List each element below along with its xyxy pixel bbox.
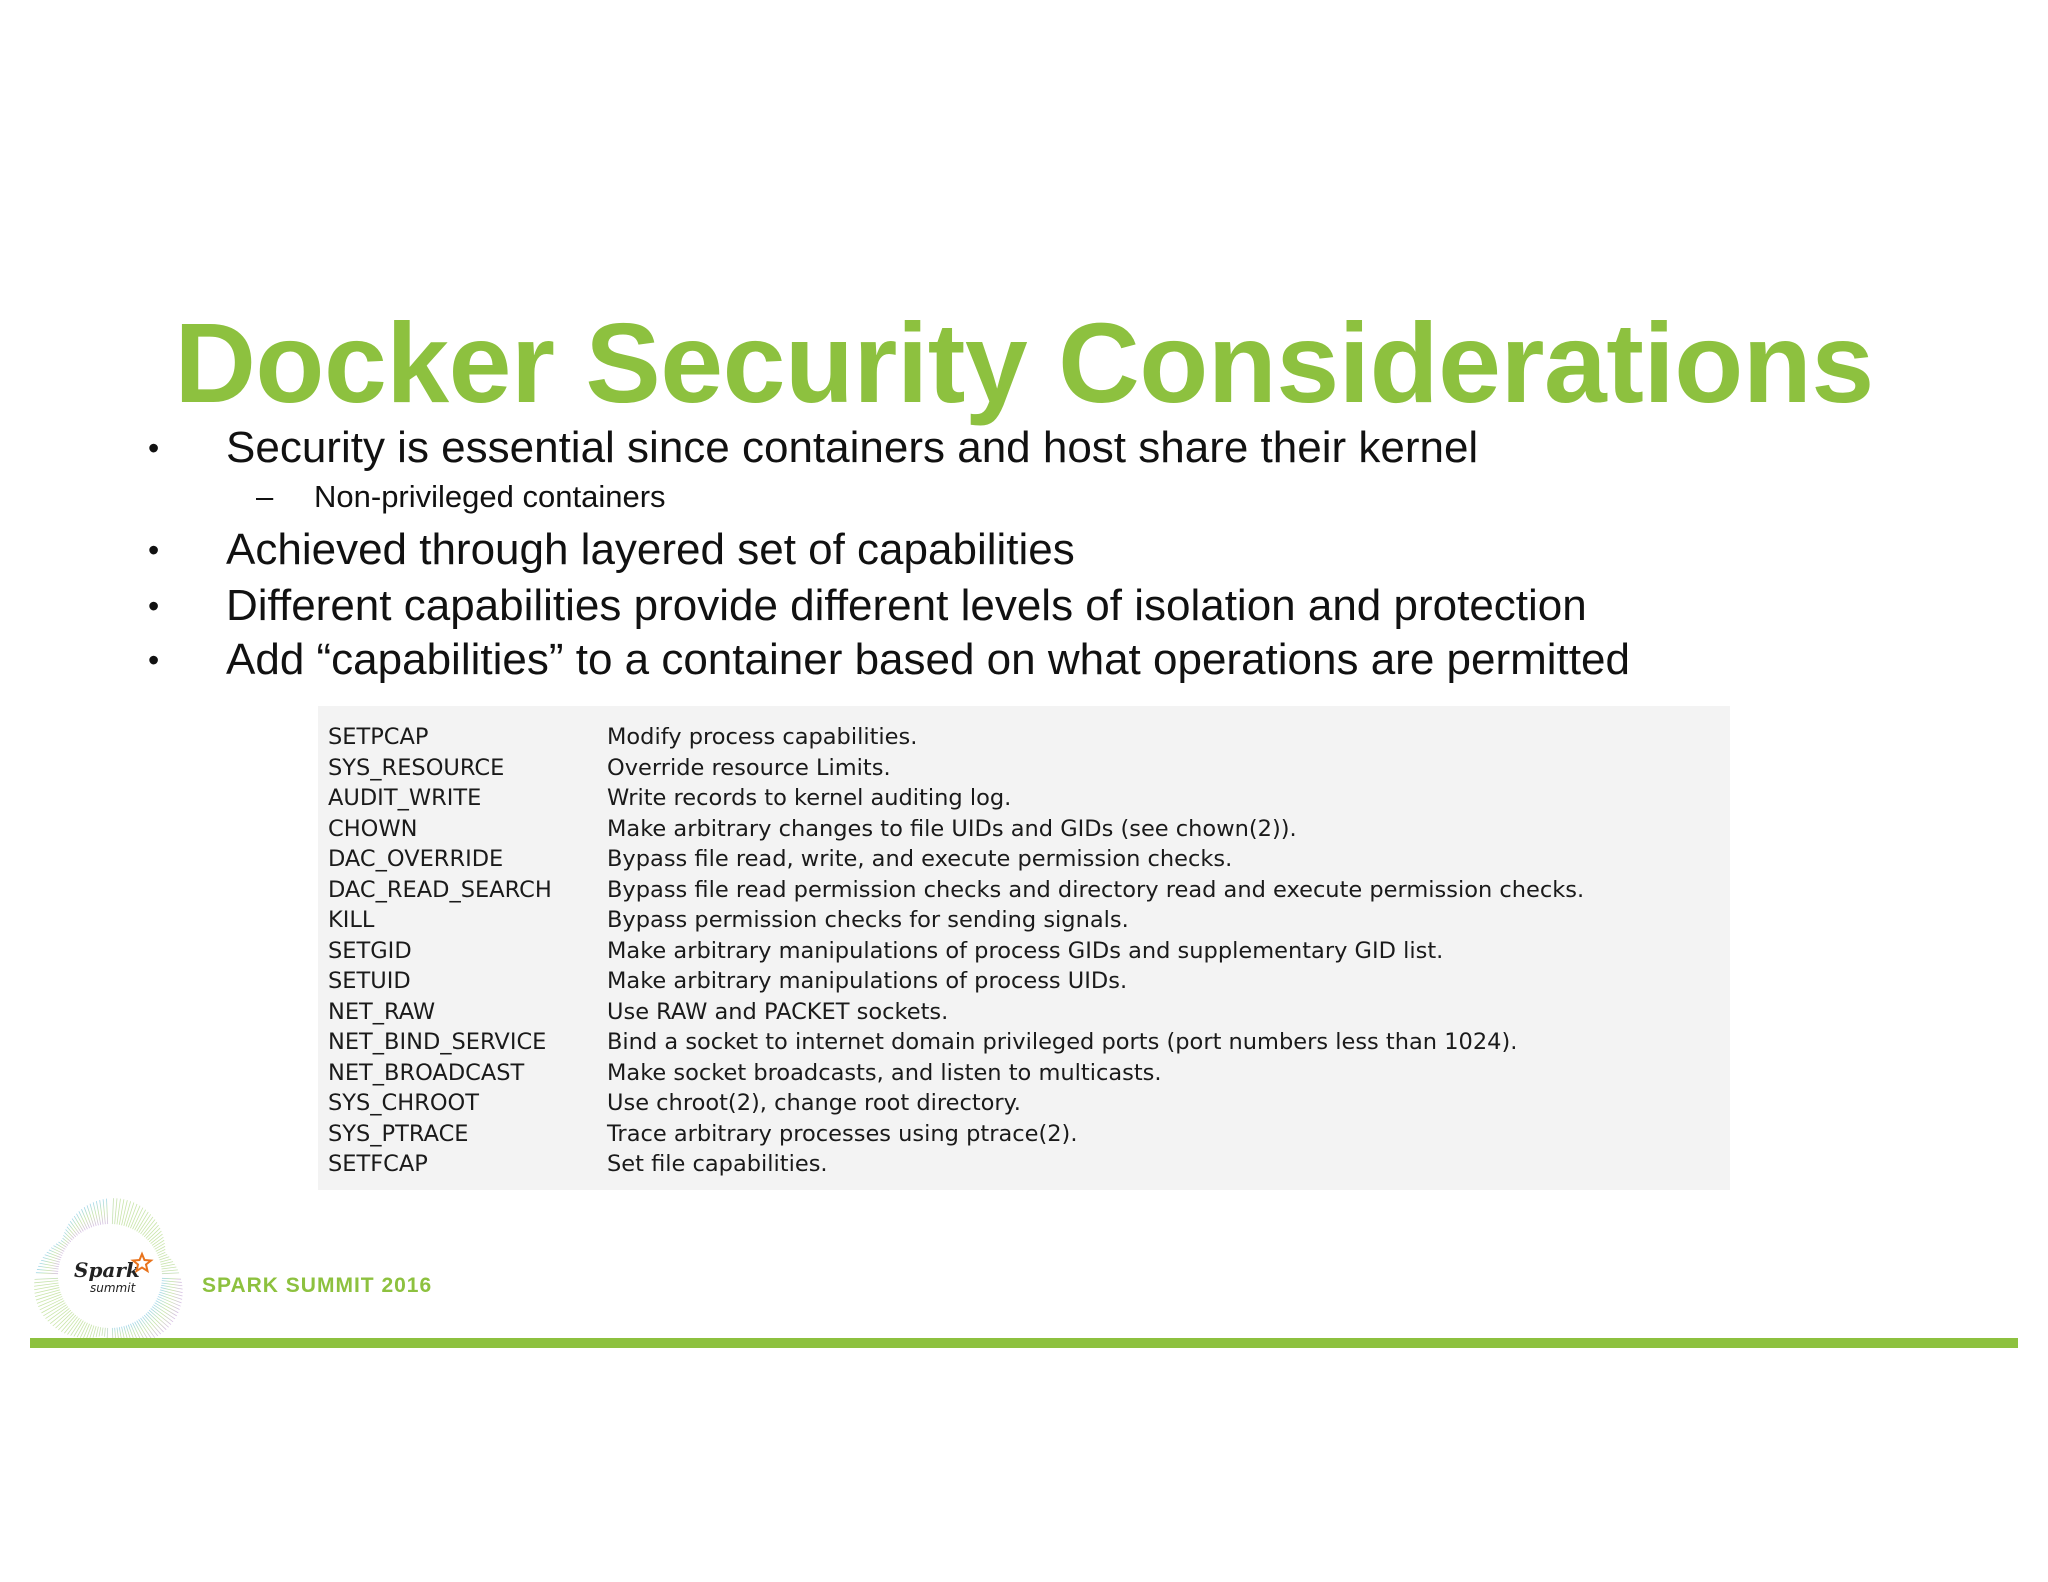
bullet-text: Security is essential since containers and host share their kernel — [226, 423, 1479, 472]
bullet-item — [144, 634, 2024, 686]
table-row — [328, 936, 1730, 967]
bullet-item — [144, 580, 2024, 632]
bullet-marker: • — [148, 588, 160, 624]
bullet-marker: • — [148, 642, 160, 678]
table-row — [328, 1119, 1730, 1150]
capability-name: SYS_CHROOT — [328, 1090, 479, 1117]
capability-name: DAC_READ_SEARCH — [328, 876, 552, 903]
capability-name: CHOWN — [328, 815, 418, 842]
sub-bullet-text: Non-privileged containers — [314, 479, 666, 514]
capability-name: AUDIT_WRITE — [328, 785, 482, 812]
capability-description: Use chroot(2), change root directory. — [607, 1090, 1021, 1117]
bullet-text: Different capabilities provide different levels of isolation and protection — [226, 581, 1587, 630]
capability-description: Bypass file read permission checks and directory read and execute permission checks. — [607, 876, 1585, 903]
capability-description: Bypass permission checks for sending signals. — [607, 907, 1129, 934]
sub-bullet-marker: – — [256, 479, 274, 514]
bullet-marker: • — [148, 430, 160, 466]
capability-description: Use RAW and PACKET sockets. — [607, 998, 949, 1025]
table-row — [328, 875, 1730, 906]
spark-summit-logo — [30, 1176, 192, 1338]
capability-description: Modify process capabilities. — [607, 724, 918, 751]
slide-title: Docker Security Considerations — [174, 300, 1874, 426]
capability-description: Set file capabilities. — [607, 1151, 828, 1178]
capability-description: Make socket broadcasts, and listen to multicasts. — [607, 1059, 1162, 1086]
table-row — [328, 905, 1730, 936]
capability-name: KILL — [328, 907, 375, 934]
table-row — [328, 966, 1730, 997]
table-row — [328, 997, 1730, 1028]
capabilities-table — [318, 706, 1730, 1190]
bullet-text: Achieved through layered set of capabilities — [226, 525, 1075, 574]
table-row — [328, 814, 1730, 845]
capability-description: Make arbitrary manipulations of process GIDs and supplementary GID list. — [607, 937, 1444, 964]
capability-name: SETPCAP — [328, 724, 429, 751]
table-row — [328, 753, 1730, 784]
capability-name: NET_RAW — [328, 998, 436, 1025]
capability-description: Override resource Limits. — [607, 754, 891, 781]
capability-description: Bypass file read, write, and execute permission checks. — [607, 846, 1233, 873]
table-row — [328, 783, 1730, 814]
capability-description: Bind a socket to internet domain privileged ports (port numbers less than 1024). — [607, 1029, 1518, 1056]
capability-name: SYS_RESOURCE — [328, 754, 505, 781]
capability-description: Make arbitrary changes to file UIDs and GIDs (see chown(2)). — [607, 815, 1297, 842]
capability-description: Trace arbitrary processes using ptrace(2). — [607, 1120, 1078, 1147]
footer-divider — [30, 1338, 2018, 1348]
capability-name: SYS_PTRACE — [328, 1120, 469, 1147]
footer-event-label: SPARK SUMMIT 2016 — [202, 1274, 433, 1297]
table-row — [328, 1149, 1730, 1180]
capability-description: Make arbitrary manipulations of process UIDs. — [607, 968, 1128, 995]
capability-name: SETUID — [328, 968, 411, 995]
capability-name: NET_BIND_SERVICE — [328, 1029, 547, 1056]
capability-name: DAC_OVERRIDE — [328, 846, 504, 873]
table-row — [328, 1088, 1730, 1119]
spark-summit-logo-graphic — [30, 1176, 192, 1338]
bullet-marker: • — [148, 532, 160, 568]
bullet-item — [144, 524, 2024, 576]
table-row — [328, 844, 1730, 875]
bullet-item — [144, 422, 2024, 474]
capability-name: NET_BROADCAST — [328, 1059, 525, 1086]
sub-bullet-item — [144, 476, 2024, 518]
capability-description: Write records to kernel auditing log. — [607, 785, 1012, 812]
logo-text-summit: summit — [90, 1281, 136, 1295]
capability-name: SETFCAP — [328, 1151, 428, 1178]
logo-text-spark: Spark — [74, 1258, 140, 1282]
table-row — [328, 1027, 1730, 1058]
bullet-list — [144, 422, 2024, 686]
table-row — [328, 722, 1730, 753]
bullet-text: Add “capabilities” to a container based on what operations are permitted — [226, 635, 1630, 684]
table-row — [328, 1058, 1730, 1089]
capability-name: SETGID — [328, 937, 412, 964]
